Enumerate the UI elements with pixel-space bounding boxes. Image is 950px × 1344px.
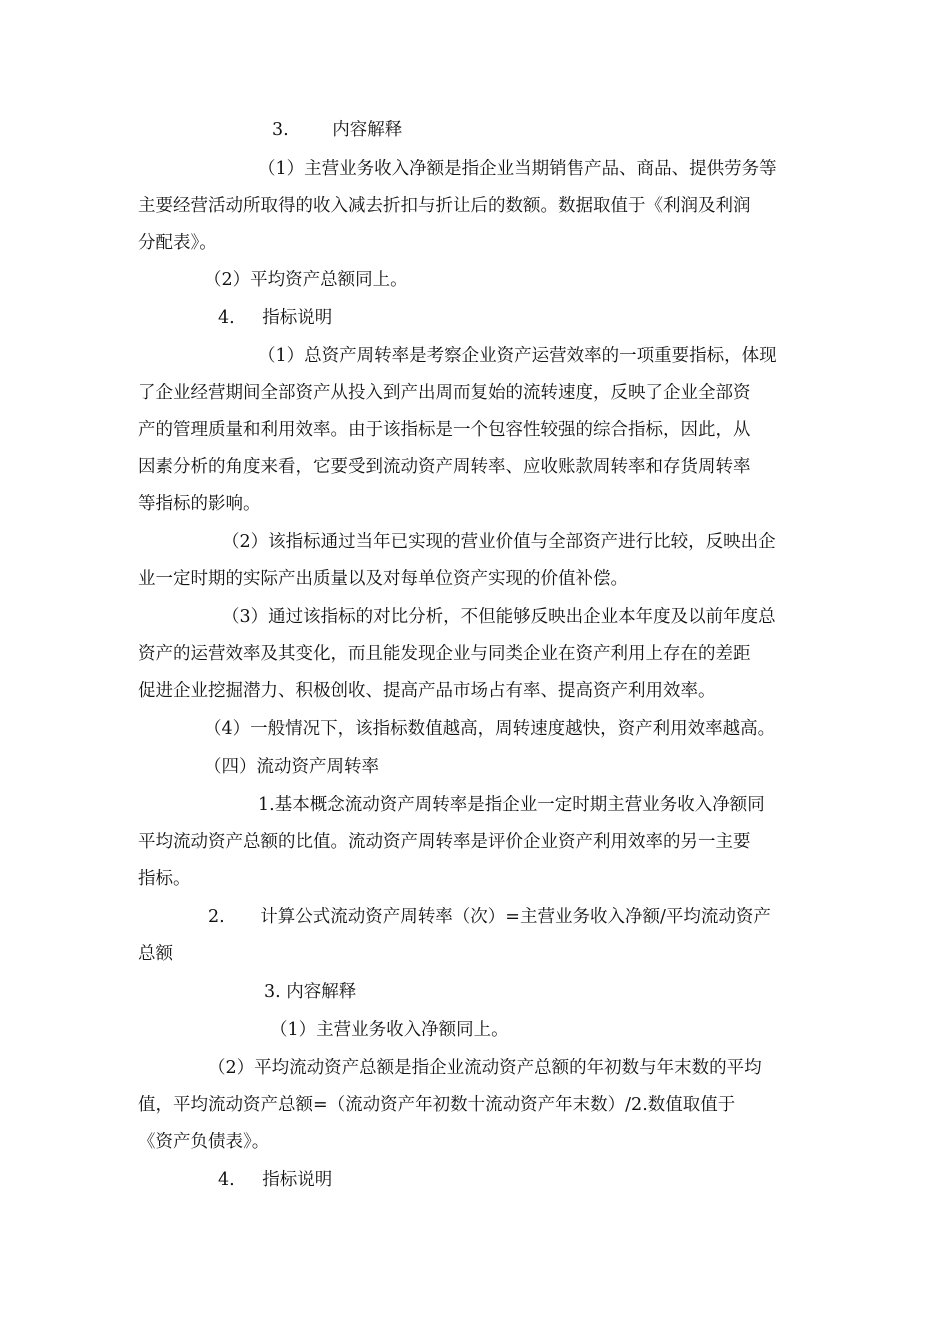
heading-4	[218, 306, 332, 330]
paragraph-line: （2）该指标通过当年已实现的营业价值与全部资产进行比较，反映出企	[222, 532, 776, 552]
heading-number: 2.	[208, 907, 225, 927]
paragraph-line: （2）平均流动资产总额是指企业流动资产总额的年初数与年末数的平均	[208, 1058, 762, 1078]
paragraph-line: 值，平均流动资产总额=（流动资产年初数十流动资产年末数）/2.数值取值于	[138, 1095, 736, 1115]
formula-heading	[208, 905, 771, 929]
paragraph-line: 平均流动资产总额的比值。流动资产周转率是评价企业资产利用效率的另一主要	[138, 832, 751, 852]
paragraph-line: 《资产负债表》。	[138, 1132, 270, 1152]
paragraph-line: （4）一般情况下，该指标数值越高，周转速度越快，资产利用效率越高。	[204, 719, 776, 739]
heading-title: 指标说明	[262, 1170, 333, 1190]
paragraph-line: 主要经营活动所取得的收入减去折扣与折让后的数额。数据取值于《利润及利润	[138, 196, 751, 216]
paragraph-line: （1）总资产周转率是考察企业资产运营效率的一项重要指标，体现	[258, 346, 777, 366]
paragraph-line: 业一定时期的实际产出质量以及对每单位资产实现的价值补偿。	[138, 569, 628, 589]
paragraph-line: 总额	[138, 944, 173, 964]
heading-number: 4.	[218, 308, 235, 328]
paragraph-line: 了企业经营期间全部资产从投入到产出周而复始的流转速度，反映了企业全部资	[138, 383, 751, 403]
heading-number: 3.	[272, 120, 289, 140]
formula-text: 计算公式流动资产周转率（次）=主营业务收入净额/平均流动资产	[260, 907, 771, 927]
paragraph-line: 因素分析的角度来看，它要受到流动资产周转率、应收账款周转率和存货周转率	[138, 457, 751, 477]
paragraph-line: 分配表》。	[138, 233, 217, 253]
heading-number: 4.	[218, 1170, 235, 1190]
paragraph-line: （2）平均资产总额同上。	[204, 270, 408, 290]
paragraph-line: （3）通过该指标的对比分析，不但能够反映出企业本年度及以前年度总	[222, 607, 776, 627]
paragraph-line: （1）主营业务收入净额同上。	[270, 1020, 509, 1040]
heading-title: 指标说明	[262, 308, 333, 328]
paragraph-line: 促进企业挖掘潜力、积极创收、提高产品市场占有率、提高资产利用效率。	[138, 681, 716, 701]
heading-3	[272, 118, 402, 142]
paragraph-line: 资产的运营效率及其变化，而且能发现企业与同类企业在资产利用上存在的差距	[138, 644, 751, 664]
paragraph-line: 等指标的影响。	[138, 494, 261, 514]
heading-title: 内容解释	[332, 120, 403, 140]
heading-3b: 3. 内容解释	[264, 982, 357, 1002]
paragraph-line: （1）主营业务收入净额是指企业当期销售产品、商品、提供劳务等	[258, 159, 777, 179]
section-heading: （四）流动资产周转率	[204, 757, 379, 777]
heading-4b	[218, 1168, 332, 1192]
paragraph-line: 1.基本概念流动资产周转率是指企业一定时期主营业务收入净额同	[258, 795, 765, 815]
paragraph-line: 产的管理质量和利用效率。由于该指标是一个包容性较强的综合指标，因此，从	[138, 420, 751, 440]
paragraph-line: 指标。	[138, 869, 191, 889]
